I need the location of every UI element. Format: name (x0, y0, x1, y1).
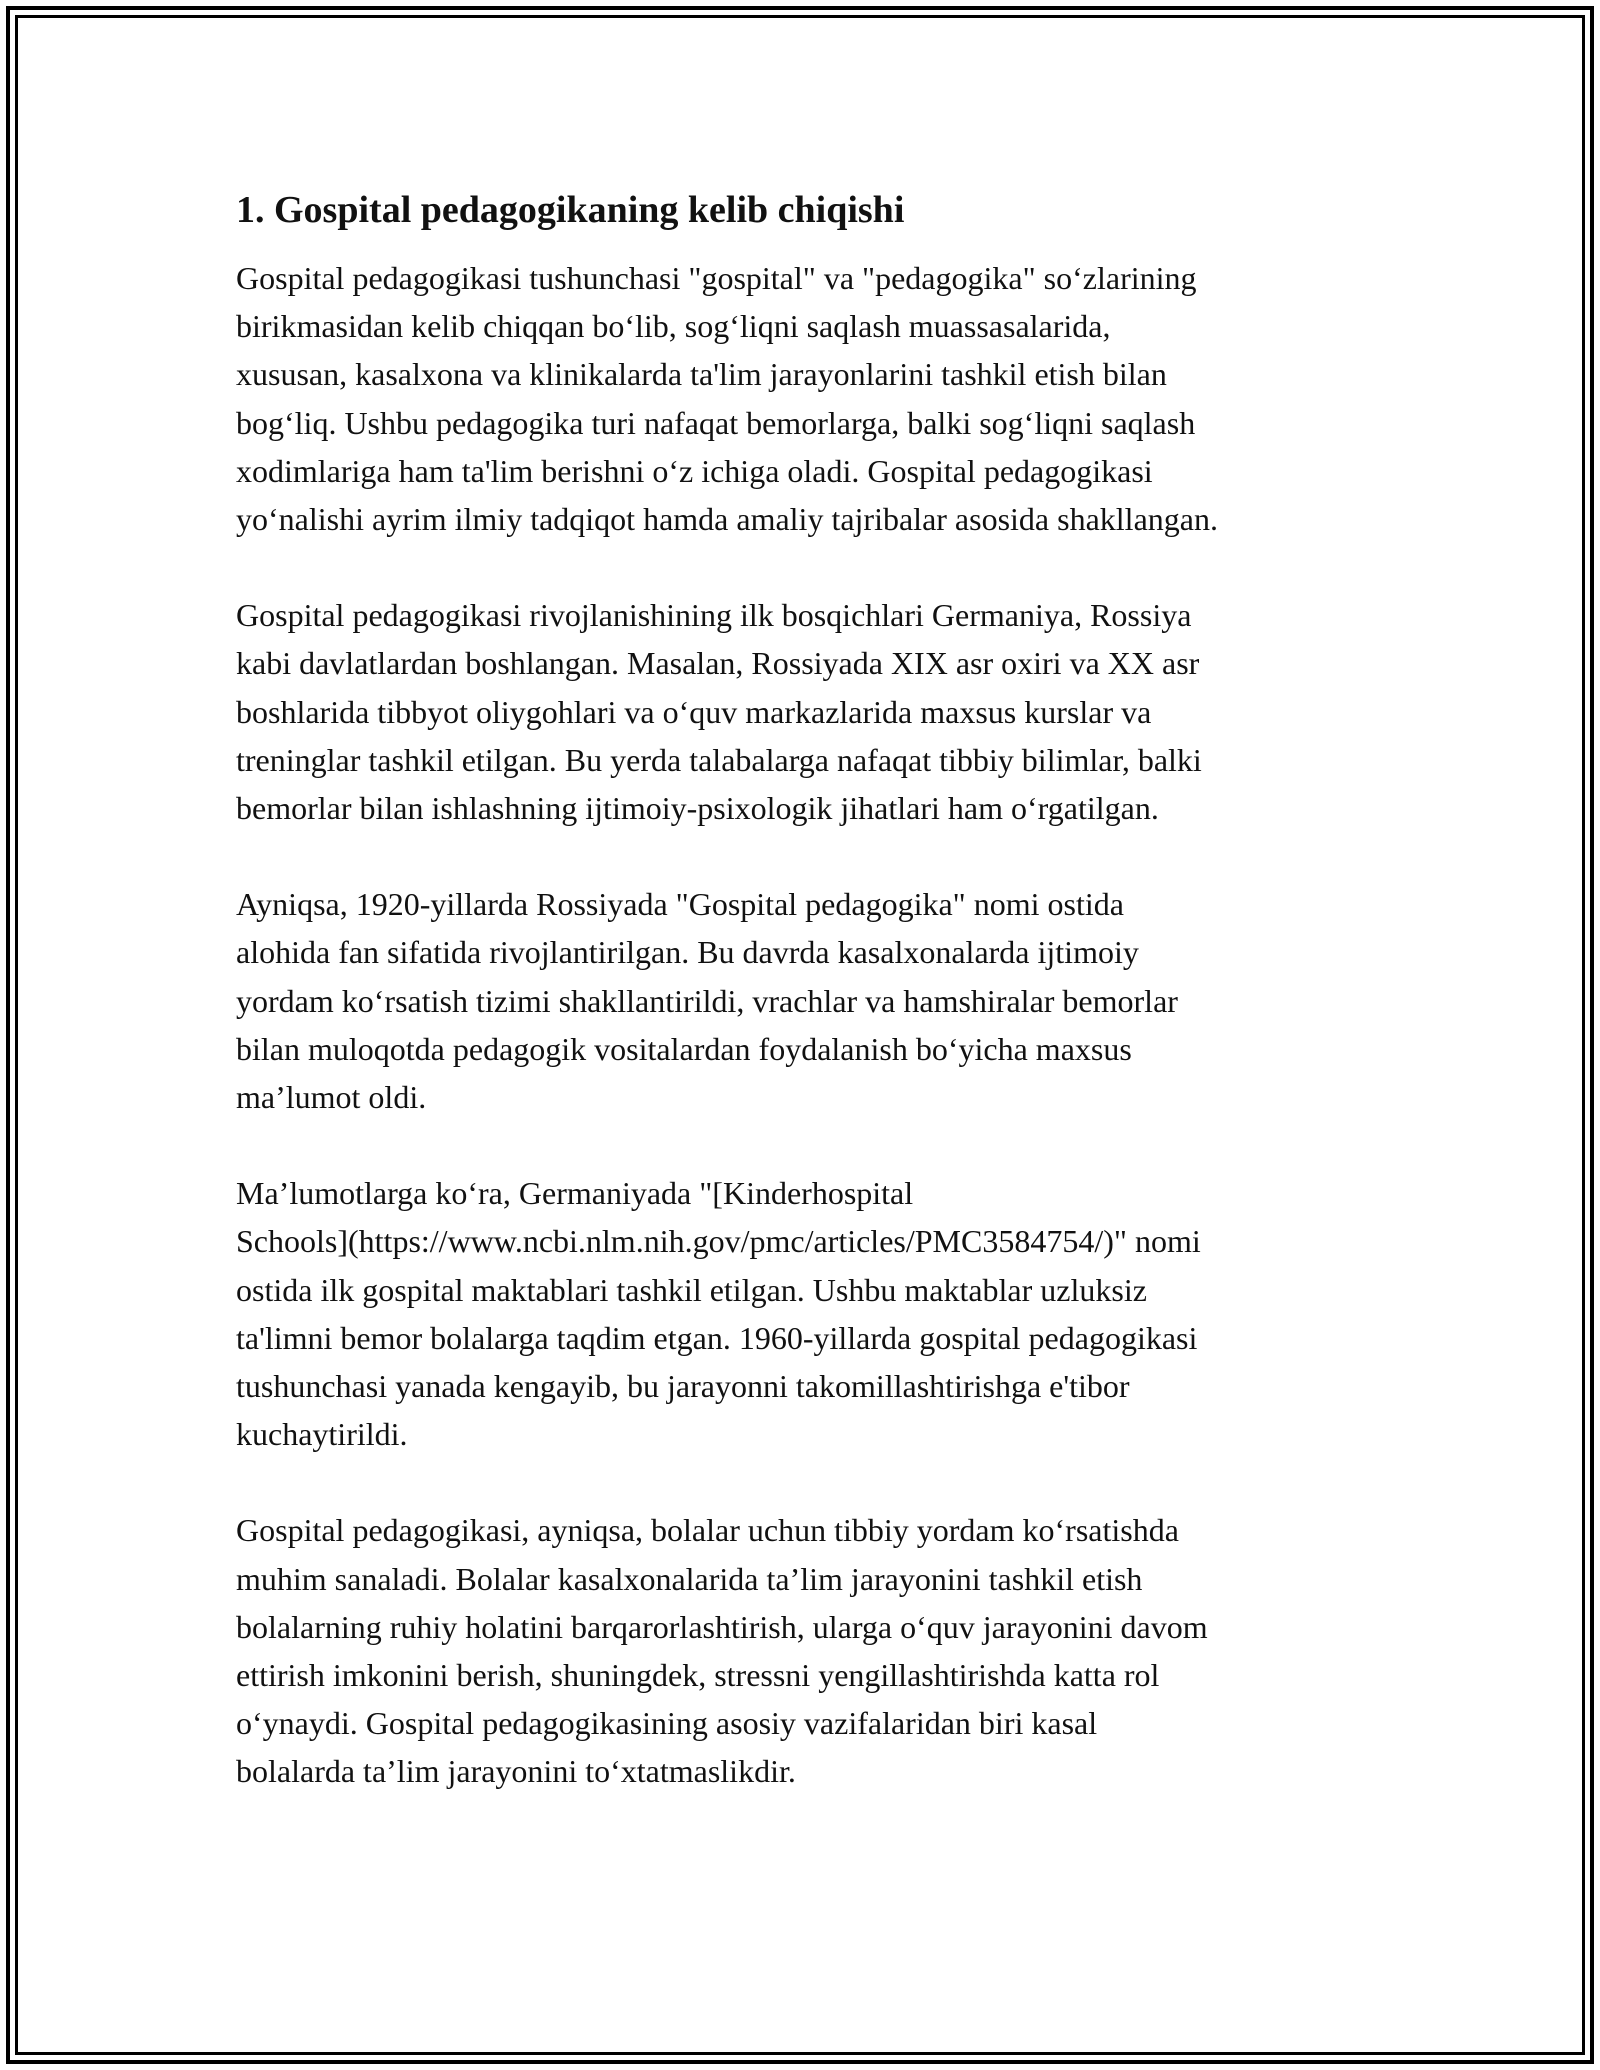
text-line: birikmasidan kelib chiqqan bo‘lib, sog‘liqni saqlash muassasalarida, (236, 308, 1111, 345)
text-line: bemorlar bilan ishlashning ijtimoiy-psixologik jihatlari ham o‘rgatilgan. (236, 790, 1159, 827)
text-line: yordam ko‘rsatish tizimi shakllantirildi, vrachlar va hamshiralar bemorlar (236, 982, 1178, 1019)
document-body (236, 186, 1376, 1844)
text-line: alohida fan sifatida rivojlantirilgan. Bu davrda kasalxonalarda ijtimoiy (236, 934, 1139, 971)
text-line: bolalarning ruhiy holatini barqarorlashtirish, ularga o‘quv jarayonini davom (236, 1608, 1208, 1645)
text-line: Gospital pedagogikasi, ayniqsa, bolalar uchun tibbiy yordam ko‘rsatishda (236, 1512, 1179, 1549)
text-line: yo‘nalishi ayrim ilmiy tadqiqot hamda amaliy tajribalar asosida shakllangan. (236, 501, 1218, 538)
text-line: Schools](https://www.ncbi.nlm.nih.gov/pmc/articles/PMC3584754/)" nomi (236, 1223, 1201, 1260)
text-line: Ma’lumotlarga ko‘ra, Germaniyada "[Kinderhospital (236, 1175, 914, 1212)
paragraph-1 (236, 254, 1376, 543)
paragraph-3 (236, 880, 1376, 1121)
section-heading: 1. Gospital pedagogikaning kelib chiqishi (236, 189, 905, 231)
text-line: Ayniqsa, 1920-yillarda Rossiyada "Gospital pedagogika" nomi ostida (236, 886, 1124, 923)
text-line: kabi davlatlardan boshlangan. Masalan, Rossiyada XIX asr oxiri va XX asr (236, 645, 1200, 682)
text-line: tushunchasi yanada kengayib, bu jarayonni takomillashtirishga e'tibor (236, 1368, 1130, 1405)
text-line: ma’lumot oldi. (236, 1079, 427, 1116)
text-line: ta'limni bemor bolalarga taqdim etgan. 1960-yillarda gospital pedagogikasi (236, 1319, 1198, 1356)
text-line: Gospital pedagogikasi tushunchasi "gospital" va "pedagogika" so‘zlarining (236, 260, 1197, 296)
paragraph-5 (236, 1506, 1376, 1795)
text-line: xodimlariga ham ta'lim berishni o‘z ichiga oladi. Gospital pedagogikasi (236, 452, 1153, 489)
text-line: bilan muloqotda pedagogik vositalardan foydalanish bo‘yicha maxsus (236, 1030, 1132, 1067)
text-line: boshlarida tibbyot oliygohlari va o‘quv markazlarida maxsus kurslar va (236, 693, 1152, 730)
text-line: Gospital pedagogikasi rivojlanishining ilk bosqichlari Germaniya, Rossiya (236, 597, 1192, 634)
text-line: bolalarda ta’lim jarayonini to‘xtatmaslikdir. (236, 1753, 796, 1790)
text-line: kuchaytirildi. (236, 1416, 408, 1453)
text-line: bog‘liq. Ushbu pedagogika turi nafaqat bemorlarga, balki sog‘liqni saqlash (236, 404, 1196, 441)
text-line: treninglar tashkil etilgan. Bu yerda talabalarga nafaqat tibbiy bilimlar, balki (236, 741, 1202, 778)
text-line: ettirish imkonini berish, shuningdek, stressni yengillashtirishda katta rol (236, 1657, 1160, 1694)
text-line: muhim sanaladi. Bolalar kasalxonalarida ta’lim jarayonini tashkil etish (236, 1560, 1143, 1597)
text-line: ostida ilk gospital maktablari tashkil etilgan. Ushbu maktablar uzluksiz (236, 1271, 1147, 1308)
paragraph-4 (236, 1169, 1376, 1458)
text-line: xususan, kasalxona va klinikalarda ta'lim jarayonlarini tashkil etish bilan (236, 356, 1167, 393)
paragraph-2 (236, 591, 1376, 832)
text-line: o‘ynaydi. Gospital pedagogikasining asosiy vazifalaridan biri kasal (236, 1705, 1098, 1742)
